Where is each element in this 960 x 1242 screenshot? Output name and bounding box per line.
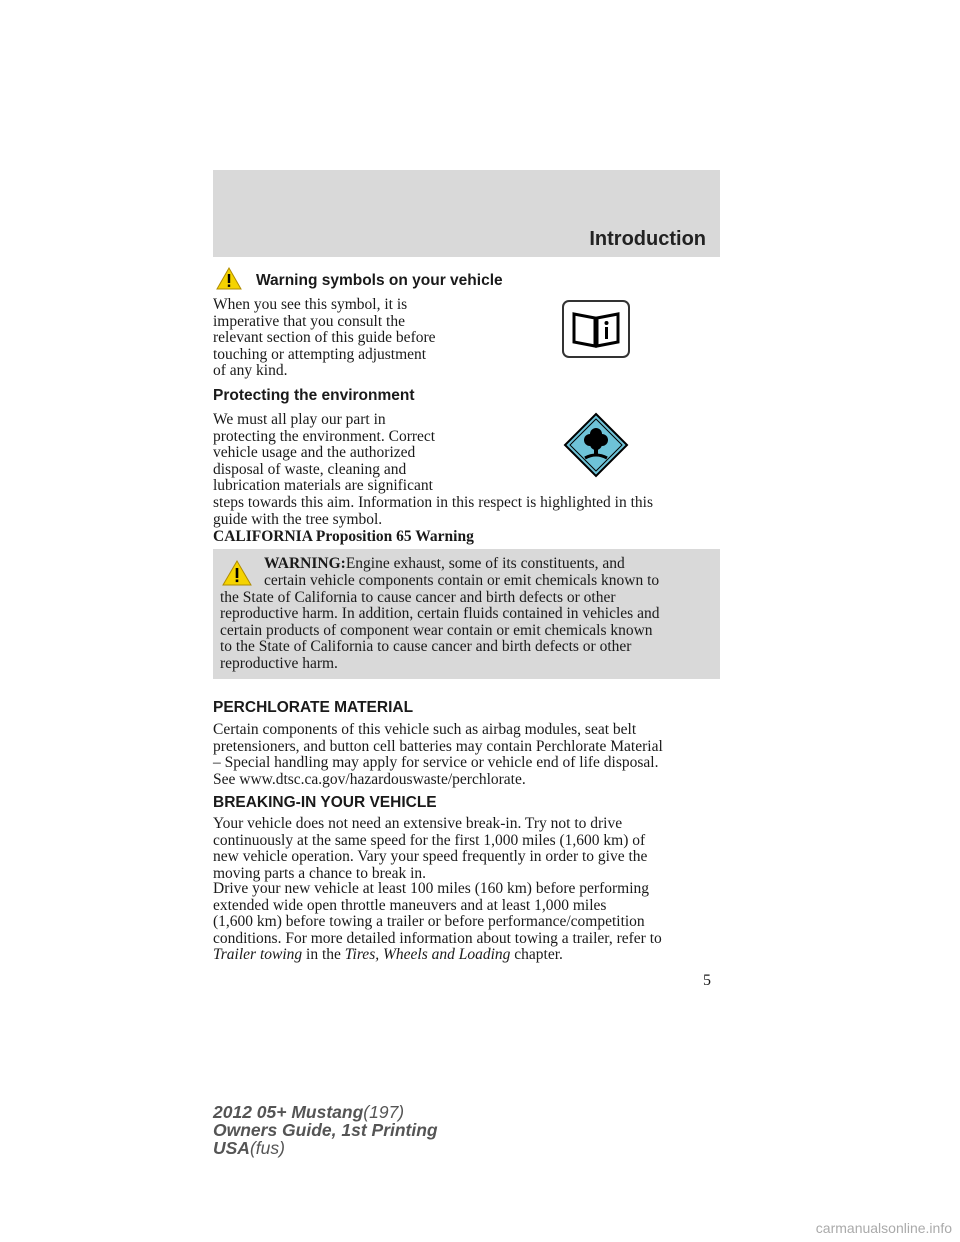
breakin-heading: BREAKING-IN YOUR VEHICLE [213, 794, 437, 811]
page-number: 5 [703, 972, 711, 989]
section-title: Introduction [589, 228, 706, 250]
tree-environment-icon [563, 412, 629, 478]
consult-guide-book-icon [562, 300, 630, 358]
warning-text: certain vehicle components contain or emit chemicals known to the State of California to cause cancer and birth defects or other reproductive harm. In addition, certain fluids contained in vehicles and certain products of component wear contain or emit chemicals known to the State of California to cause cancer and birth defects or other reproductive harm. [220, 572, 660, 672]
warning-first-line-text: Engine exhaust, some of its constituents, and [345, 555, 625, 572]
tires-wheels-ref: Tires, Wheels and Loading [344, 946, 511, 964]
california-heading: CALIFORNIA Proposition 65 Warning [213, 528, 474, 545]
watermark: carmanualsonline.info [815, 1220, 952, 1236]
perchlorate-text: Certain components of this vehicle such as airbag modules, seat belt pretensioners, and button cell batteries may contain Perchlorate Material – Special handling may apply for service or vehicle end of life disposal. See www.dtsc.ca.gov/hazardouswaste/perchlorate. [213, 721, 663, 788]
perchlorate-heading: PERCHLORATE MATERIAL [213, 699, 414, 716]
warning-symbols-heading: Warning symbols on your vehicle [256, 272, 503, 289]
trailer-towing-ref: Trailer towing [213, 946, 303, 964]
breakin-para1: Your vehicle does not need an extensive break-in. Try not to drive continuously at the same speed for the first 1,000 miles (1,600 km) of new vehicle operation. Vary your speed frequently in order to give the moving parts a chance to break in. [213, 815, 648, 882]
breakin-para2: Drive your new vehicle at least 100 miles (160 km) before performing extended wide open throttle maneuvers and at least 1,000 miles (1,600 km) before towing a trailer or before performance/competition conditions. For more detailed information about towing a trailer, refer to Trailer towing in the Tires, Wheels and Loading chapter. [213, 880, 662, 964]
warning-label: WARNING: [264, 555, 346, 572]
warning-symbols-text: When you see this symbol, it is imperative that you consult the relevant section of this guide before touching or attempting adjustment of any kind. [213, 296, 436, 380]
print-footer: 2012 05+ Mustang(197) Owners Guide, 1st Printing USA(fus) [213, 1102, 438, 1158]
environment-text: We must all play our part in protecting the environment. Correct vehicle usage and the authorized disposal of waste, cleaning and lubrication materials are significant steps towards this aim. Information in this respect is highlighted in this guide with the tree symbol. [213, 411, 653, 528]
environment-heading: Protecting the environment [213, 387, 415, 404]
warning-triangle-icon [216, 267, 242, 290]
section-header-band [213, 170, 720, 257]
warning-first-line [264, 556, 625, 573]
